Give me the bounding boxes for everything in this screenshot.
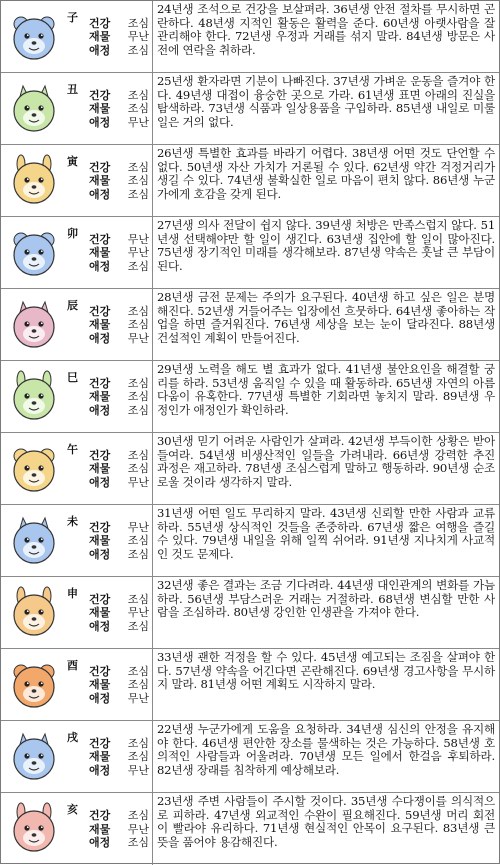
rating-health bbox=[89, 88, 149, 102]
zodiac-hanja: 亥 bbox=[67, 803, 78, 816]
rating-value: 조심 bbox=[127, 403, 149, 417]
rating-wealth bbox=[89, 678, 149, 692]
fortune-row-horse bbox=[1, 433, 499, 505]
zodiac-cell bbox=[1, 73, 153, 144]
zodiac-cell bbox=[1, 577, 153, 648]
rating-health bbox=[89, 592, 149, 606]
fortune-ratings bbox=[89, 448, 149, 489]
rating-category: 재물 bbox=[89, 461, 111, 475]
rating-value: 조심 bbox=[127, 547, 149, 561]
rating-value: 무난 bbox=[127, 475, 149, 489]
rooster-icon bbox=[7, 658, 61, 712]
zodiac-cell bbox=[1, 793, 153, 865]
fortune-ratings bbox=[89, 376, 149, 417]
fortune-ratings bbox=[89, 232, 149, 273]
fortune-text: 32년생 좋은 결과는 조금 기다려라. 44년생 대인관계의 변화를 가늠하라. 56년생 부담스러운 거래는 거절하라. 68년생 변심할 만한 사람을 조심하라. 80년생 강인한 인생관을 가져야 한다. bbox=[157, 578, 495, 620]
fortune-text: 23년생 주변 사람들이 주시할 것이다. 35년생 수다쟁이를 의식적으로 피하라. 47년생 외교적인 수완이 필요해진다. 59년생 머리 회전이 빨라야 유리하다. 71년생 현실적인 안목이 요구된다. 83년생 큰 뜻을 품어야 용감해진다. bbox=[157, 794, 495, 849]
rating-category: 건강 bbox=[89, 736, 111, 750]
rating-category: 애정 bbox=[89, 331, 111, 345]
zodiac-hanja: 午 bbox=[67, 443, 78, 456]
zodiac-cell bbox=[1, 289, 153, 360]
fortune-row-rat bbox=[1, 1, 499, 73]
dragon-icon bbox=[7, 298, 61, 352]
rating-category: 애정 bbox=[89, 259, 111, 273]
rating-value: 조심 bbox=[127, 16, 149, 30]
rating-health bbox=[89, 448, 149, 462]
rating-value: 조심 bbox=[127, 389, 149, 403]
rating-value: 조심 bbox=[127, 619, 149, 633]
rating-health bbox=[89, 304, 149, 318]
fortune-ratings bbox=[89, 16, 149, 57]
zodiac-hanja: 寅 bbox=[67, 155, 78, 168]
fortune-text: 30년생 믿기 어려운 사람인가 살펴라. 42년생 부득이한 상황은 받아들여라. 54년생 비생산적인 일들을 가려내라. 66년생 강력한 추진 과정은 재고하라. 78년생 조심스럽게 말하고 행동하라. 90년생 순조로울 것이라 생각하지 말라. bbox=[157, 434, 495, 489]
rating-category: 애정 bbox=[89, 403, 111, 417]
fortune-ratings bbox=[89, 664, 149, 705]
fortune-ratings bbox=[89, 736, 149, 777]
zodiac-hanja: 酉 bbox=[67, 659, 78, 672]
rating-value: 조심 bbox=[127, 160, 149, 174]
rating-love bbox=[89, 547, 149, 561]
rating-category: 재물 bbox=[89, 173, 111, 187]
horse-icon bbox=[7, 442, 61, 496]
rabbit-icon bbox=[7, 226, 61, 280]
rating-health bbox=[89, 16, 149, 30]
rating-value: 조심 bbox=[127, 664, 149, 678]
pig-icon bbox=[7, 802, 61, 856]
rating-love bbox=[89, 331, 149, 345]
fortune-row-rooster bbox=[1, 649, 499, 721]
rating-value: 무난 bbox=[127, 691, 149, 705]
rating-wealth bbox=[89, 30, 149, 44]
zodiac-cell bbox=[1, 649, 153, 720]
fortune-row-tiger bbox=[1, 145, 499, 217]
rating-health bbox=[89, 520, 149, 534]
zodiac-cell bbox=[1, 145, 153, 216]
rating-wealth bbox=[89, 318, 149, 332]
rating-wealth bbox=[89, 246, 149, 260]
rating-value: 무난 bbox=[127, 331, 149, 345]
ox-icon bbox=[7, 82, 61, 136]
rating-value: 조심 bbox=[127, 43, 149, 57]
rating-category: 재물 bbox=[89, 389, 111, 403]
rating-wealth bbox=[89, 462, 149, 476]
rating-love bbox=[89, 836, 149, 850]
rating-value: 조심 bbox=[127, 677, 149, 691]
rating-category: 건강 bbox=[89, 664, 111, 678]
rating-category: 건강 bbox=[89, 448, 111, 462]
rating-value: 무난 bbox=[127, 245, 149, 259]
rating-category: 재물 bbox=[89, 822, 111, 836]
rating-category: 애정 bbox=[89, 763, 111, 777]
zodiac-hanja: 辰 bbox=[67, 299, 78, 312]
zodiac-hanja: 申 bbox=[67, 587, 78, 600]
rating-value: 조심 bbox=[127, 808, 149, 822]
monkey-icon bbox=[7, 586, 61, 640]
zodiac-cell bbox=[1, 217, 153, 288]
rating-value: 조심 bbox=[127, 835, 149, 849]
fortune-row-ox bbox=[1, 73, 499, 145]
fortune-ratings bbox=[89, 520, 149, 561]
rating-value: 조심 bbox=[127, 448, 149, 462]
fortune-text: 33년생 괜한 걱정을 할 수 있다. 45년생 예고되는 조짐을 살펴야 한다. 57년생 약속을 어긴다면 곤란해진다. 69년생 경고사항을 무시하지 말라. 81년생 어떤 계획도 시작하지 말라. bbox=[157, 650, 495, 692]
rating-category: 건강 bbox=[89, 520, 111, 534]
rating-category: 건강 bbox=[89, 592, 111, 606]
zodiac-hanja: 巳 bbox=[67, 371, 78, 384]
rating-value: 무난 bbox=[127, 520, 149, 534]
rating-value: 조심 bbox=[127, 736, 149, 750]
rating-value: 조심 bbox=[127, 173, 149, 187]
rating-value: 조심 bbox=[127, 376, 149, 390]
rating-category: 재물 bbox=[89, 605, 111, 619]
rating-love bbox=[89, 691, 149, 705]
rating-value: 조심 bbox=[127, 749, 149, 763]
fortune-row-dragon bbox=[1, 289, 499, 361]
rating-value: 조심 bbox=[127, 187, 149, 201]
rating-love bbox=[89, 115, 149, 129]
rating-health bbox=[89, 809, 149, 823]
fortune-text: 31년생 어떤 일도 무리하지 말라. 43년생 신뢰할 만한 사람과 교류하라. 55년생 상식적인 것들을 존중하라. 67년생 짧은 여행을 즐길 수 있다. 79년생 내일을 위해 일찍 쉬어라. 91년생 지나치게 사교적인 것도 문제다. bbox=[157, 506, 495, 561]
rating-wealth bbox=[89, 750, 149, 764]
rating-category: 건강 bbox=[89, 232, 111, 246]
zodiac-cell bbox=[1, 433, 153, 504]
fortune-row-dog bbox=[1, 721, 499, 793]
rating-value: 조심 bbox=[127, 101, 149, 115]
fortune-row-pig bbox=[1, 793, 499, 865]
rating-category: 애정 bbox=[89, 691, 111, 705]
fortune-text: 22년생 누군가에게 도움을 요청하라. 34년생 심신의 안정을 유지해야 한다. 46년생 편안한 장소를 물색하는 것은 가능하다. 58년생 호의적인 사람들과 어울려라. 70년생 모든 일에서 한걸음 후퇴하라. 82년생 장래를 침착하게 예상해보라. bbox=[157, 722, 495, 777]
snake-icon bbox=[7, 370, 61, 424]
rating-category: 애정 bbox=[89, 835, 111, 849]
rating-value: 조심 bbox=[127, 592, 149, 606]
fortune-ratings bbox=[89, 592, 149, 633]
rating-category: 재물 bbox=[89, 29, 111, 43]
rating-category: 애정 bbox=[89, 115, 111, 129]
rating-love bbox=[89, 187, 149, 201]
rating-category: 건강 bbox=[89, 88, 111, 102]
rating-category: 재물 bbox=[89, 677, 111, 691]
rating-value: 조심 bbox=[127, 317, 149, 331]
fortune-ratings bbox=[89, 809, 149, 850]
fortune-text: 24년생 조석으로 건강을 보살펴라. 36년생 안전 절차를 무시하면 곤란하다. 48년생 지적인 활동은 활력을 준다. 60년생 아랫사람을 잘 관리해야 한다. 72년생 우정과 거래를 섞지 말라. 84년생 방문은 사전에 연락을 취하라. bbox=[157, 2, 495, 57]
rating-love bbox=[89, 619, 149, 633]
rating-category: 애정 bbox=[89, 475, 111, 489]
rating-value: 무난 bbox=[127, 822, 149, 836]
rating-category: 재물 bbox=[89, 101, 111, 115]
rating-value: 무난 bbox=[127, 115, 149, 129]
rating-wealth bbox=[89, 534, 149, 548]
rating-category: 재물 bbox=[89, 749, 111, 763]
fortune-ratings bbox=[89, 304, 149, 345]
rating-love bbox=[89, 475, 149, 489]
fortune-row-snake bbox=[1, 361, 499, 433]
rating-category: 건강 bbox=[89, 160, 111, 174]
rating-category: 건강 bbox=[89, 808, 111, 822]
rat-icon bbox=[7, 10, 61, 64]
rating-category: 애정 bbox=[89, 619, 111, 633]
rating-wealth bbox=[89, 822, 149, 836]
rating-love bbox=[89, 259, 149, 273]
rating-category: 재물 bbox=[89, 533, 111, 547]
fortune-row-monkey bbox=[1, 577, 499, 649]
rating-value: 조심 bbox=[127, 304, 149, 318]
rating-love bbox=[89, 763, 149, 777]
fortune-text: 29년생 노력을 해도 별 효과가 없다. 41년생 불안요인을 해결할 궁리를 하라. 53년생 움직일 수 있을 때 활동하라. 65년생 자연의 아름다움이 유혹한다. 77년생 특별한 기회라면 놓치지 말라. 89년생 우정인가 애정인가 확인하라. bbox=[157, 362, 495, 417]
rating-love bbox=[89, 403, 149, 417]
rating-category: 재물 bbox=[89, 317, 111, 331]
fortune-text: 27년생 의사 전달이 쉽지 않다. 39년생 처방은 만족스럽지 않다. 51년생 선택해야만 할 일이 생긴다. 63년생 집안에 할 일이 많아진다. 75년생 장기적인 미래를 생각해보라. 87년생 약속은 훗날 큰 부담이 된다. bbox=[157, 218, 495, 273]
zodiac-cell bbox=[1, 505, 153, 576]
rating-health bbox=[89, 160, 149, 174]
rating-value: 조심 bbox=[127, 461, 149, 475]
rating-category: 애정 bbox=[89, 43, 111, 57]
dog-icon bbox=[7, 730, 61, 784]
rating-love bbox=[89, 43, 149, 57]
zodiac-hanja: 未 bbox=[67, 515, 78, 528]
zodiac-cell bbox=[1, 721, 153, 792]
rating-health bbox=[89, 664, 149, 678]
rating-health bbox=[89, 376, 149, 390]
rating-wealth bbox=[89, 606, 149, 620]
rating-value: 무난 bbox=[127, 232, 149, 246]
fortune-text: 28년생 금전 문제는 주의가 요구된다. 40년생 하고 싶은 일은 분명해진다. 52년생 거들어주는 입장에선 흐뭇하다. 64년생 좋아하는 작업을 하면 즐거워진다. 76년생 세상을 보는 눈이 달라진다. 88년생 건설적인 계획이 만들어진다. bbox=[157, 290, 495, 345]
rating-category: 건강 bbox=[89, 16, 111, 30]
fortune-text: 26년생 특별한 효과를 바라기 어렵다. 38년생 어떤 것도 단언할 수 없다. 50년생 자산 가치가 거론될 수 있다. 62년생 약간 걱정거리가 생길 수 있다. 74년생 불확실한 일로 마음이 편치 않다. 86년생 누군가에게 호감을 갖게 된다. bbox=[157, 146, 495, 201]
rating-health bbox=[89, 736, 149, 750]
zodiac-hanja: 戌 bbox=[67, 731, 78, 744]
fortune-row-sheep bbox=[1, 505, 499, 577]
rating-category: 건강 bbox=[89, 304, 111, 318]
rating-wealth bbox=[89, 102, 149, 116]
zodiac-hanja: 子 bbox=[67, 11, 78, 24]
fortune-row-rabbit bbox=[1, 217, 499, 289]
rating-category: 애정 bbox=[89, 187, 111, 201]
rating-value: 무난 bbox=[127, 29, 149, 43]
sheep-icon bbox=[7, 514, 61, 568]
rating-value: 조심 bbox=[127, 259, 149, 273]
rating-value: 무난 bbox=[127, 763, 149, 777]
fortune-ratings bbox=[89, 160, 149, 201]
fortune-ratings bbox=[89, 88, 149, 129]
rating-category: 재물 bbox=[89, 245, 111, 259]
rating-category: 건강 bbox=[89, 376, 111, 390]
rating-value: 무난 bbox=[127, 605, 149, 619]
zodiac-cell bbox=[1, 1, 153, 72]
zodiac-hanja: 丑 bbox=[67, 83, 78, 96]
rating-value: 조심 bbox=[127, 88, 149, 102]
rating-value: 조심 bbox=[127, 533, 149, 547]
rating-wealth bbox=[89, 174, 149, 188]
zodiac-cell bbox=[1, 361, 153, 432]
rating-health bbox=[89, 232, 149, 246]
fortune-text: 25년생 환자라면 기분이 나빠진다. 37년생 가벼운 운동을 즐겨야 한다. 49년생 대접이 융숭한 곳으로 가라. 61년생 표면 아래의 진실을 탐색하라. 73년생 식품과 일상용품을 구입하라. 85년생 내일로 미룰 일은 거의 없다. bbox=[157, 74, 495, 129]
tiger-icon bbox=[7, 154, 61, 208]
rating-category: 애정 bbox=[89, 547, 111, 561]
rating-wealth bbox=[89, 390, 149, 404]
zodiac-hanja: 卯 bbox=[67, 227, 78, 240]
